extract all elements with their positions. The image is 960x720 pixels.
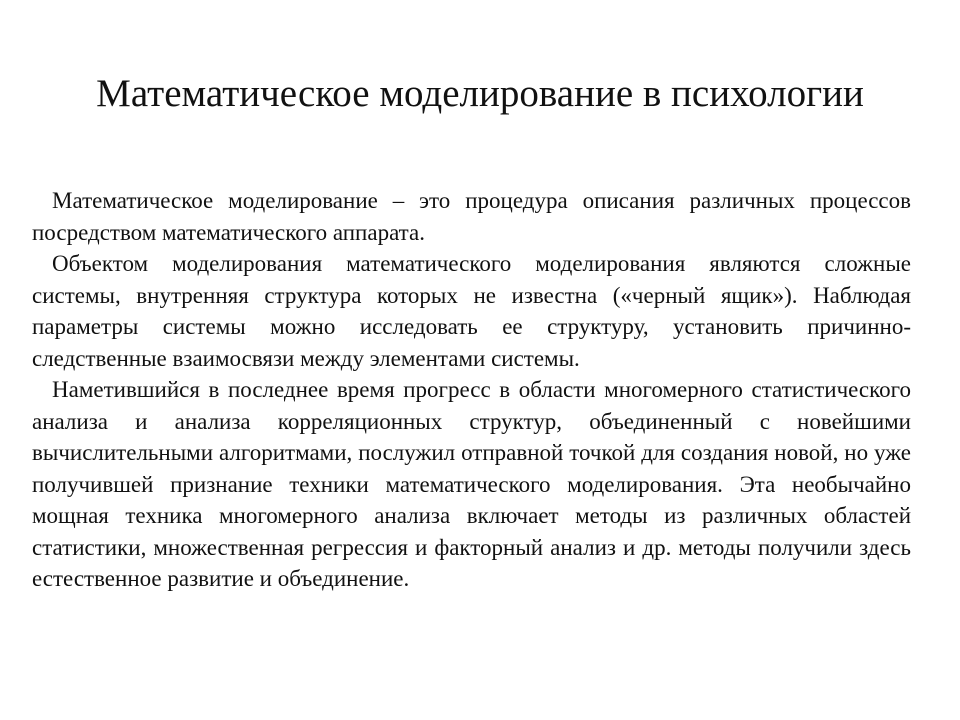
paragraph-definition: Математическое моделирование – это процедура описания различных процессов посредством математического аппарата.: [32, 188, 911, 245]
paragraph-object: Объектом моделирования математического моделирования являются сложные системы, внутренняя структура которых не известна («черный ящик»). Наблюдая параметры системы можно исследовать ее структуру, установить причинно-следственные взаимосвязи между элементами системы.: [32, 251, 911, 371]
slide-body: [32, 185, 911, 595]
paragraph-progress: Наметившийся в последнее время прогресс в области многомерного статистического анализа и анализа корреляционных структур, объединенный с новейшими вычислительными алгоритмами, послужил отправной точкой для создания новой, но уже получившей признание техники математического моделирования. Эта необычайно мощная техника многомерного анализа включает методы из различных областей статистики, множественная регрессия и факторный анализ и др. методы получили здесь естественное развитие и объединение.: [32, 377, 911, 591]
slide-title: Математическое моделирование в психологии: [96, 72, 864, 115]
